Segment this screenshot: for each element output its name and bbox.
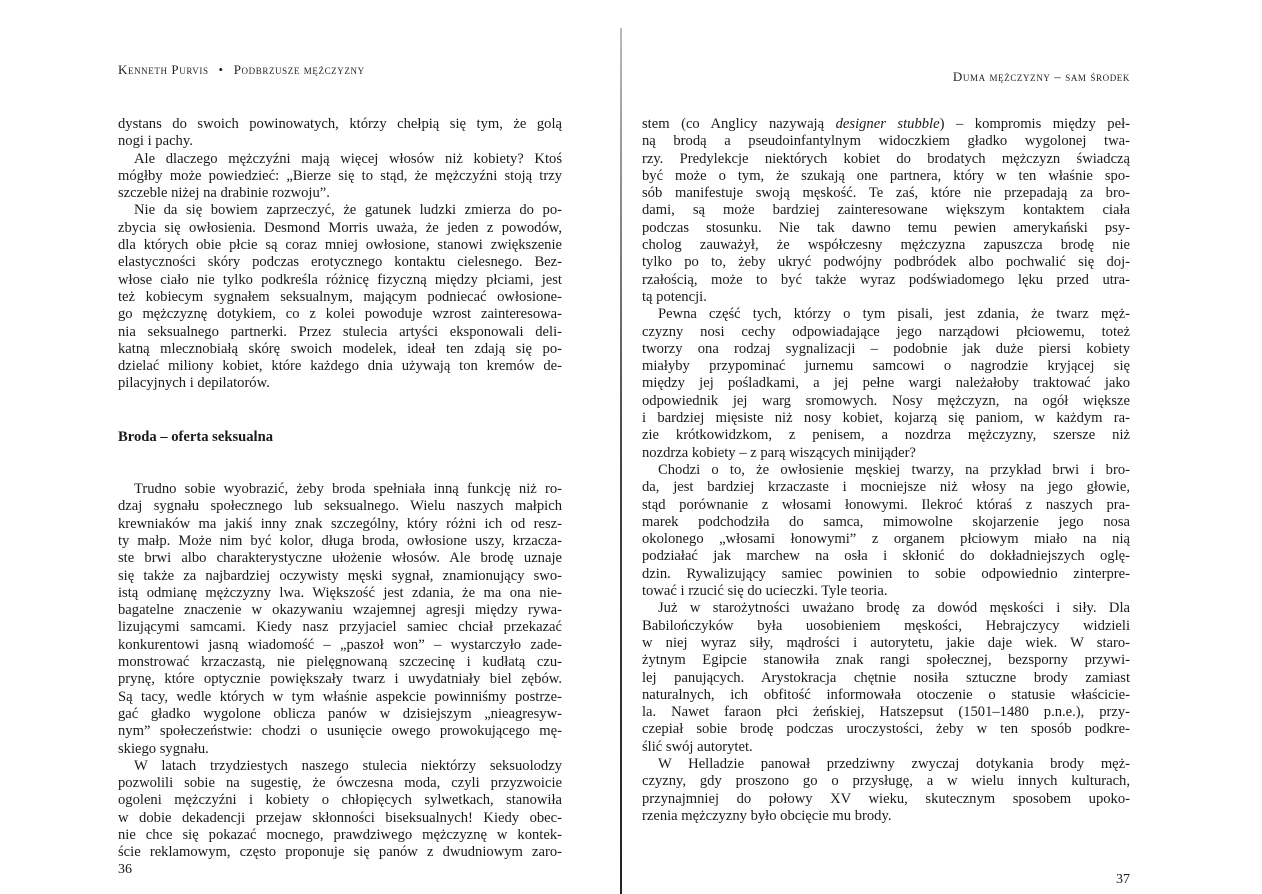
text-line: Babilończyków była uosobieniem męskości, Hebrajczycy widzieli	[642, 617, 1130, 634]
paragraph	[118, 202, 562, 392]
paragraph	[642, 116, 1130, 306]
text-line: tą potencji.	[642, 288, 707, 305]
text-line: lej panujących. Arystokracja chętnie nosiła sztuczne brody zamiast	[642, 669, 1130, 686]
text-line: elastyczności skóry podczas erotycznego kontaktu cielesnego. Bez-	[118, 254, 562, 271]
text-segment: stem (co Anglicy nazywają	[642, 116, 836, 132]
text-line: czyzny, gdy proszono go o przysługę, a w wielu innych kulturach,	[642, 773, 1130, 790]
text-line: W latach trzydziestych naszego stulecia niektórzy seksuolodzy	[134, 757, 562, 774]
paragraph	[118, 151, 562, 203]
text-line: dzaj sygnału społecznego lub seksualnego. Wielu naszych małpich	[118, 498, 562, 515]
book-gutter	[620, 28, 622, 894]
text-line: być może o tym, że szukają one partnera, który w ten właśnie spo-	[642, 167, 1130, 184]
paragraph	[118, 481, 562, 758]
text-line: w dobie dekadencji przejaw skłonności biseksualnych! Kiedy obec-	[118, 809, 562, 826]
text-line: tować i rzucić się do ucieczki. Tyle teoria.	[642, 583, 888, 600]
header-author: Kenneth Purvis	[118, 62, 209, 77]
text-line: gać gładko wygolone oblicza panów w dzisiejszym „nieagresyw-	[118, 705, 562, 722]
text-line: rzałością, może to być także wyraz podświadomego lęku przed utra-	[642, 271, 1130, 288]
text-line: katną mlecznobiałą skórę swoich modelek, ideał ten zdają się po-	[118, 340, 562, 357]
text-line: sób manifestuje swoją męskość. Te zaś, które nie przepadają za bro-	[642, 185, 1130, 202]
text-line: monstrować krzaczastą, nie pielęgnowaną szczecinę i kudłatą czu-	[118, 654, 562, 671]
text-line: skiego sygnału.	[118, 740, 209, 757]
text-line: dystans do swoich powinowatych, którzy chełpią się tym, że golą	[118, 116, 562, 132]
text-line: pilacyjnych i depilatorów.	[118, 375, 270, 392]
paragraph	[642, 600, 1130, 756]
text-line: cholog zauważył, że współczesny mężczyzna zapuszcza brodę nie	[642, 237, 1130, 254]
text-line: da, jest bardziej krzaczaste i mocniejsze niż włosy na jego głowie,	[642, 479, 1130, 496]
text-line: między jej pośladkami, a jej pełne wargi należałoby traktować jako	[642, 375, 1130, 392]
text-line: ślić swój autorytet.	[642, 738, 753, 755]
text-line: W Helladzie panował przedziwny zwyczaj dotykania brody męż-	[658, 755, 1130, 772]
header-separator: •	[218, 62, 224, 77]
text-line: ogoleni mężczyźni i kobiety o chłopięcych sylwetkach, stanowiła	[118, 792, 562, 809]
text-line: Chodzi o to, że owłosienie męskiej twarzy, na przykład brwi i bro-	[658, 461, 1130, 478]
text-line: też kobiecym sygnałem seksualnym, mającym podniecać owłosione-	[118, 288, 562, 305]
text-line: Nie da się bowiem zaprzeczyć, że gatunek ludzki zmierza do po-	[134, 202, 562, 219]
paragraph	[118, 116, 562, 151]
text-line: ście reklamowym, często proponuje się panów z dwudniowym zaro-	[118, 844, 562, 861]
text-line: czepiał sobie brodę podczas uroczystości, żeby w ten sposób podkre-	[642, 721, 1130, 738]
text-line: w niej wyraz siły, mądrości i autorytetu, jakie daje wiek. W staro-	[642, 634, 1130, 651]
paragraph	[642, 306, 1130, 462]
text-line: marek podchodziła do samca, mimowolne skojarzenie jego nosa	[642, 513, 1130, 530]
section-heading: Broda – oferta seksualna	[118, 428, 274, 445]
text-line: ste brwi albo charakterystyczne ułożenie włosów. Ale brodę uznaje	[118, 550, 562, 567]
text-line: krewniaków ma jakiś inny znak szczególny, który różni ich od resz-	[118, 515, 562, 532]
text-line: istą odmianę mężczyzny lwa. Większość jest zdania, że ma ona nie-	[118, 584, 562, 601]
text-line: się także za najbardziej oczywisty męski sygnał, znamionujący swo-	[118, 567, 562, 584]
text-line: dami, są może bardziej zainteresowane większym kontaktem ciała	[642, 202, 1130, 219]
text-line: bagatelne znaczenie w okazywaniu wzajemnej agresji między rywa-	[118, 602, 562, 619]
italic-phrase: designer stubble	[835, 116, 940, 132]
text-line	[642, 116, 1130, 133]
text-line: Są tacy, wedle których w tym właśnie aspekcie powinniśmy postrze-	[118, 688, 562, 705]
text-line: ną brodą a pseudoinfantylnym widoczkiem gładko wygolonej twa-	[642, 133, 1130, 150]
header-chapter-title: Duma mężczyzny – sam środek	[952, 69, 1130, 84]
text-line: nia seksualnego partnerki. Przez stulecia artyści eksponowali deli-	[118, 323, 562, 340]
text-line: rzy. Predylekcje niektórych kobiet do brodatych mężczyzn świadczą	[642, 150, 1130, 167]
text-line: Już w starożytności uważano brodę za dowód męskości i siły. Dla	[658, 600, 1130, 617]
text-line: podczas stosunku. Nie tak dawno temu pewien amerykański psy-	[642, 219, 1130, 236]
text-line: zie krótkowidzkom, z penisem, a nozdrza mężczyzny, szersze niż	[642, 427, 1130, 444]
text-line: szczeble niżej na drabinie rozwoju”.	[118, 185, 330, 202]
text-segment: ) – kompromis między peł-	[939, 116, 1130, 132]
running-header-left	[118, 62, 365, 78]
paragraph	[118, 758, 562, 862]
text-line: rzenia mężczyzny było obcięcie mu brody.	[642, 807, 892, 824]
text-line: ty małp. Może nim być kolor, długa broda, owłosione uszy, krzacza-	[118, 532, 562, 549]
paragraph	[642, 462, 1130, 600]
text-line: przynajmniej do połowy XV wieku, skutecznym sposobem upoko-	[642, 790, 1130, 807]
text-line: podziałać jak marchew na osła i skłonić do dokładniejszych oglę-	[642, 548, 1130, 565]
text-line: i bardziej mięsiste niż nosy kobiet, kojarzą się paniom, w każdym ra-	[642, 410, 1130, 427]
text-line: tylko po to, żeby ukryć podwójny podbródek albo pochwalić się doj-	[642, 254, 1130, 271]
text-line: zbycia się owłosienia. Desmond Morris uważa, że jeden z powodów,	[118, 219, 562, 236]
text-line: prynę, które optycznie powiększały twarz i uwydatniały biel zębów.	[118, 671, 562, 688]
text-line: miałyby przypominać jurnemu samcowi o nagrodzie kryjącej się	[642, 358, 1130, 375]
text-line: go mężczyznę dotykiem, co z kolei powoduje wzrost zainteresowa-	[118, 306, 562, 323]
paragraph	[642, 756, 1130, 825]
text-line: konkurentowi jasną wiadomość – „paszoł won” – wystarczyło zade-	[118, 636, 562, 653]
header-book-title: Podbrzusze mężczyzny	[233, 62, 365, 77]
text-line: nie chce się pokazać mocnego, prawdziwego mężczyznę w kontek-	[118, 826, 562, 843]
text-line: dzin. Rywalizujący samiec powinien to sobie odpowiednio zinterpre-	[642, 565, 1130, 582]
text-line: odpowiednik jej warg sromowych. Nosy mężczyzn, na ogół większe	[642, 392, 1130, 409]
text-line: nogi i pachy.	[118, 133, 193, 150]
text-line: Pewna część tych, którzy o tym pisali, jest zdania, że twarz męż-	[658, 306, 1130, 323]
text-line: tworzy ona rodzaj sygnalizacji – podobnie jak duże piersi kobiety	[642, 340, 1130, 357]
right-page-body	[642, 116, 1130, 825]
text-line: stąd porównanie z włosami łonowymi. Ilekroć któraś z naszych pra-	[642, 496, 1130, 513]
text-line: włose ciało nie tylko podkreśla różnicę fizyczną między płciami, jest	[118, 271, 562, 288]
text-line: la. Nawet faraon płci żeńskiej, Hatszepsut (1501–1480 p.n.e.), przy-	[642, 704, 1130, 721]
text-line: okolonego „włosami łonowymi” z organem płciowym miało na nią	[642, 531, 1130, 548]
text-line: nym” społeczeństwie: chodzi o usunięcie owego prowokującego mę-	[118, 723, 562, 740]
text-line: Trudno sobie wyobrazić, żeby broda spełniała inną funkcję niż ro-	[134, 481, 562, 498]
text-line: nozdrza kobiety – z parą wiszących minijąder?	[642, 444, 916, 461]
running-header-right	[953, 69, 1130, 85]
text-line: naturalnych, ich obfitość informowała otoczenie o statusie właścicie-	[642, 686, 1130, 703]
text-line: dla których obie płcie są coraz mniej owłosione, stanowi zwiększenie	[118, 237, 562, 254]
text-line: żytnym Egipcie stanowiła znak rangi społecznej, bezsporny przywi-	[642, 652, 1130, 669]
text-line: mógłby może powiedzieć: „Bierze się to stąd, że mężczyźni stoją trzy	[118, 167, 562, 184]
left-page-body	[118, 116, 562, 862]
text-line: dzielać miliony kobiet, które każdego dnia używają ton kremów de-	[118, 358, 562, 375]
page-number-right: 37	[1116, 872, 1130, 887]
text-line: lizującymi samcami. Kiedy nasz przyjaciel samiec chciał przekazać	[118, 619, 562, 636]
text-line: czyzny nosi cechy odpowiadające jego narządowi płciowemu, toteż	[642, 323, 1130, 340]
text-line: pozwolili sobie na sugestię, że ówczesna moda, czyli przyzwoicie	[118, 775, 562, 792]
text-line: Ale dlaczego mężczyźni mają więcej włosów niż kobiety? Ktoś	[134, 150, 562, 167]
page-number-left: 36	[118, 862, 132, 877]
